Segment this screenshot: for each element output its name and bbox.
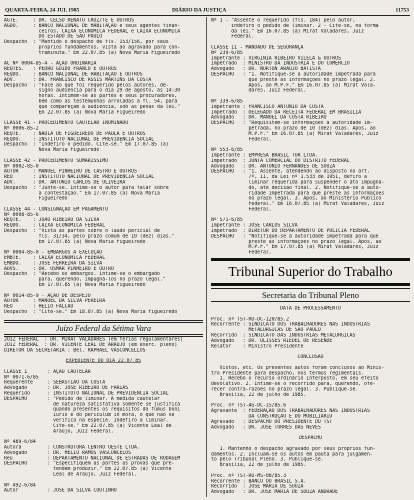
page-number: 11753 <box>395 7 409 13</box>
text-line: AGDO. : BANCO NACIONAL DE HABITAÇÃO e seus agentes finan- <box>4 23 181 29</box>
text-line: DESPACHO : "Pedido de liminar. A medida cautelar <box>4 396 160 402</box>
text-line: Nº 0014-85-9 - AÇÃO DE DESPEJO <box>4 293 91 299</box>
text-line: REQDO. : BANCO NACIONAL DE HABITAÇÃO E OUTROS <box>4 71 143 77</box>
text-line: REQDO. : CAIXA ECONÔMICA FEDERAL <box>4 223 106 229</box>
text-line: Proc. nº TST-RO-DC-120/85.2 <box>211 316 289 322</box>
text-line: recer contra-razões no prazo legal. 3. Publique-se. <box>211 386 359 392</box>
text-line: Araújo, Juiz Federal. <box>4 428 114 434</box>
text-line: Advogado : DR. ANTONIO FERNANDES DE SOUZA <box>211 163 336 169</box>
text-line: 1. Recebo o recurso ordinário interposto, em seu efeito <box>211 376 379 382</box>
text-line: Nova Maria Figueiredo <box>4 147 100 153</box>
text-line: Cite-se." Em 22.07.85 (a) Vicente Leal de <box>4 423 172 429</box>
text-line: DESPACHO : "Requisitem-se informações à autoridade im- <box>211 120 373 126</box>
text-line: Leal de Araújo, Juiz Federal. <box>4 471 137 477</box>
text-line: Impetrado : DIRETOR DO DEPARTAMENTO DE POLÍCIA FEDERAL <box>211 228 370 234</box>
text-line: Nº 339-6/85 <box>211 98 243 104</box>
tribunal-heading: Tribunal Superior do Trabalho <box>211 258 410 286</box>
text-line: Despacho : "Indefiro o pedido. Cite-se." Em 17.07.85 (a) <box>4 142 169 148</box>
text-line: REQTES. : PEDRO GUIDO FRANCO E OUTROS <box>4 66 117 72</box>
text-line: Em 17.07.85 (a) Nova Maria Figueiredo <box>4 282 146 288</box>
text-line: Impetrado : DELEGADO DA RECEITA FEDERAL EM BRASÍLIA <box>211 109 362 115</box>
text-line: Relator : Ministro Presidente <box>211 343 304 349</box>
text-line: a contestação." Em 17.07.85 (a) Nova Maria <box>4 190 160 196</box>
text-line: petrada, no prazo de 10 (dez) dias. Após, ao <box>211 125 376 131</box>
text-line: Proc. nº TST-AG-DC-15/85.6 <box>211 403 287 409</box>
text-line: AUTOR : MANOEL PINHEIRO DE CASTRO E OUTROS <box>4 169 137 175</box>
text-line: quando presentes os requisitos do fumus boni <box>4 407 181 413</box>
text-line: traminuta." Em 22.07.85 (a) Nova Maria Figueiredo <box>4 50 181 56</box>
text-line: REQDO. : INSTITUTO NACIONAL DE PREVIDÊNCIA SOCIAL <box>4 136 155 142</box>
centered-heading: DESPACHO <box>298 435 323 441</box>
text-line: devolutivo. 2. Intime-se o recorrido para, querendo, ofe- <box>211 381 376 387</box>
text-line: DA CONSTRUÇÃO E DO MOBILIÁRIO <box>211 413 333 419</box>
right-column-bottom <box>211 306 410 497</box>
text-line: Recorrido : SINDICATO DAS INDÚSTRIAS METALÚRGICAS <box>211 332 356 338</box>
text-line: Agravante : FEDERAÇÃO DOS TRABALHADORES NAS INDÚSTRIAS <box>211 408 370 414</box>
text-line: para, querendo, impugná-los no prazo legal." <box>4 277 166 283</box>
text-line: que compareçam à audiência, sob as penas da lei." <box>4 104 181 110</box>
text-line: Recorrente : SINDICATO DOS TRABALHADORES NAS INDÚSTRIAS <box>211 322 370 328</box>
text-line: Em 17.07.85 (a) Nova Maria Figueiredo <box>4 239 146 245</box>
text-line: CLASSE 41 - PROCEDIMENTO CAUTELAR INOMINADO <box>4 120 129 126</box>
text-line: Impetrante : VIRGINIA RIBEIRO VILELA & OUTROS <box>211 55 341 61</box>
text-line: que preste as informações no prazo legal. 2. <box>211 77 376 83</box>
text-line: ceiros, CAIXA ECONÔMICA FEDERAL e CAIXA ECONÔMICA <box>4 28 181 34</box>
text-line: da lei." Em 16.07.85 (a) Mirat Valadares, Juiz <box>211 28 365 34</box>
text-line: Advogado : DR. HÉLIO RAMOS VASCONCELOS <box>4 450 132 456</box>
text-line: preste as informações no prazo legal. Após, ao <box>211 239 382 245</box>
text-line: EMBTE. : CAIXA ECONÔMICA FEDERAL <box>4 255 106 261</box>
text-line: Federal. <box>211 34 255 40</box>
text-line: Nº 0002-85-0 <box>4 163 39 169</box>
text-line: Nº 571-6/85 <box>211 217 243 223</box>
text-line: do, até decisão final. 2. Notifique-se a auto- <box>211 185 382 191</box>
text-line: CLASSE 1 : AÇÃO CAUTELAR <box>4 369 91 375</box>
secretaria-heading: Secretaria do Tribunal Pleno <box>211 288 410 302</box>
text-line: Despacho : "Mantido o despacho de fls. 153/156, por seus <box>4 39 169 45</box>
left-column-bottom <box>4 337 203 497</box>
centered-heading: CONCLUSÃO <box>297 354 324 360</box>
text-line: no prazo legal. 3. Após, ao Ministério Público <box>211 196 382 202</box>
text-line: Réu : DEPARTAMENTO NACIONAL DE ESTRADAS DE RODAGEM <box>4 455 181 461</box>
text-line: bem como as testemunhas arroladas à fl. 54, para <box>4 98 178 104</box>
text-line: Impetrante : FRANCISCO ANTONIO DA COSTA <box>211 104 324 110</box>
text-line: Advogado : DR. NORTON ARAÚJO BATISTA <box>211 66 321 72</box>
text-line: Impetrante : EMPRESA BRASIL TUR LTDA. <box>211 152 318 158</box>
text-line: tendem produzir." Em 22.07.85 (a) Vicente <box>4 466 172 472</box>
text-line: DO ESTADO DE SÃO PAULO <box>4 34 103 40</box>
text-line: RÉU : INSTITUTO NACIONAL DE PREVIDÊNCIA SOCIAL <box>4 174 155 180</box>
section-heading-juizo-federal: Juízo Federal da Sétima Vara <box>4 320 203 337</box>
text-line: Autor : JOSÉ DA SILVA COUTINHO <box>4 488 117 494</box>
text-line: Brasília, 22 de julho de 1985. <box>211 392 307 398</box>
right-column-top <box>211 18 410 256</box>
text-line: de natureza satisfativa somente se justifica <box>4 401 181 407</box>
text-line: CLASSE 42 - PROCEDIMENTO SUMARÍSSIMO <box>4 158 108 164</box>
text-line: liminar requerida para suspender o ato impugna- <box>211 179 385 185</box>
text-line: próprios fundamentos, vista ao agravado para con- <box>4 44 181 50</box>
text-line: Brasília, 22 de julho de 1985. <box>211 462 307 468</box>
text-line: Despacho : "Vista às partes sobre o laudo pericial de <box>4 228 160 234</box>
text-line: to pelo Tribunal Pleno. 3. Publique-se. <box>211 457 324 463</box>
text-line: Nº 492-6/84 <box>4 482 36 488</box>
text-line: Advogado : DR. JOSÉ RIBEIRO DE FARIAS <box>4 385 129 391</box>
text-line: Nº 489-6/84 <box>4 439 36 445</box>
text-line: Em 22.07.85 (a) Nova Maria Figueiredo <box>4 109 146 115</box>
text-line: Federal. <box>211 250 272 256</box>
text-line: CLASSE 11 - MANDADO DE SEGURANÇA <box>211 44 304 50</box>
text-line: RÉU : HÉLIO FALCÃO <box>4 304 74 310</box>
text-line: DESPACHO : "Especifiquem as partes as provas que pre- <box>4 461 175 467</box>
text-line: damentos. 2. Incluam-se os autos em pauta para julgamen- <box>211 451 373 457</box>
text-line: 7º, II, da Lei nº 1.533 de 1951, defiro a <box>211 174 367 180</box>
text-line: ridade impetrada para que preste as informações <box>211 190 385 196</box>
text-line: Nº 1 - "Assente o requerido (fls. 184) pelo autor, <box>211 18 356 23</box>
text-line: Advogado : DR. MANOEL DA COSTA RIBEIRO <box>211 115 327 121</box>
text-line: Advogado : DR. JOSÉ MARIA DE SOUZA ANDRADE <box>211 489 339 495</box>
centered-heading: DATA DE PROCESSAMENTO <box>280 306 341 311</box>
text-line: AGTE. : DR. CELSO RENATO CRUZ/TÉ E OUTROS <box>4 18 134 23</box>
text-line: Despacho : "Recebo os embargos. Intime-se o embargado <box>4 271 160 277</box>
text-line: Nº 239-6/85 <box>211 50 243 56</box>
text-line: M.P.F." Em 17.07.85 (a) Mirat Valadares, Juiz <box>211 244 379 250</box>
text-line: Recorrido : JOSÉ MARIA DE SOUZA <box>211 484 304 490</box>
text-line: CLASSE 44 - CONSIGNAÇÃO EM PAGAMENTO <box>4 206 108 212</box>
text-line: DIRETOR DA SECRETARIA : Bel. RAPHAEL VASCONCELLOS <box>4 347 146 353</box>
text-line: REQTE. : NÁDIA DE FIGUEIREDO DE PAULA E OUTROS <box>4 131 146 137</box>
text-line: Advogado : DR. ULISSES RIEDEL DE RESENDE <box>211 338 333 344</box>
text-line: JUIZ FEDERAL : DR. VICENTE LEAL DE ARAÚJO (em exerc. pleno) <box>4 342 178 348</box>
text-line: 1. Mantenho o despacho agravado por seus próprios fun- <box>211 446 376 452</box>
text-line: Recorrente : BANCO DO BRASIL S.A. <box>211 478 307 484</box>
text-line: AC Nº 0004-85-4 - AÇÃO ORDINÁRIA <box>4 61 97 67</box>
text-line: ADV. : DR. FRANCISCO DE ASSIS MARTINS DA COSTA <box>4 77 152 83</box>
text-line: Nº 0008-85-6 <box>4 212 39 218</box>
header-rule <box>4 15 410 16</box>
left-column-top <box>4 18 203 318</box>
text-line: iuris e do periculum in mora, o que não se <box>4 412 175 418</box>
text-line: Nº 553-6/85 <box>211 147 243 153</box>
centered-heading: EXPEDIENTE DO DIA 22.07.85 <box>65 358 142 364</box>
text-line: verifica na espécie. Indefiro a liminar. <box>4 417 169 423</box>
text-line: ADVS. : DR. OSMAR PINHEIRO E OUTRO <box>4 266 114 272</box>
text-line: tro Presidente para despacho, nos termos regimentais. <box>211 370 365 376</box>
text-line: DESPACHO : "Notifique-se a autoridade impetrada para que <box>211 233 379 239</box>
header-date: QUARTA-FEIRA, 24 JUL 1985 <box>5 7 80 13</box>
text-line: Nº 0004-85-0 - EMBARGOS À EXECUÇÃO <box>4 250 103 256</box>
text-line: Requerido : INSTITUTO NACIONAL DE PREVIDÊNCIA SOCIAL <box>4 390 169 396</box>
text-line: Nº 0006-85-2 <box>4 125 39 131</box>
text-line: REQTE. : JOÃO RIBEIRO DA SILVA <box>4 217 100 223</box>
text-line: Despacho : "Junte-se. Intime-se o autor para falar sobre <box>4 185 169 191</box>
text-line: METALÚRGICAS DE SÃO PAULO <box>211 327 321 333</box>
text-line: EMBDO. : JOSÉ FERREIRA DA SILVA <box>4 260 103 266</box>
text-line: AUTOR : MANOEL DA SILVA PEREIRA <box>4 298 106 304</box>
column-divider <box>206 17 207 497</box>
text-line: Federal." Em 16.07.85 (a) Mirat Valadares, Juiz <box>211 201 385 207</box>
text-line: Figueiredo <box>4 196 68 202</box>
text-line: ADV. : DR. ANTONIO CARLOS DE OLIVEIRA <box>4 179 126 185</box>
text-line: Proc. nº TST-RO-MS-08/85.3 <box>211 473 287 479</box>
text-line: Despacho : "Cite-se." Em 18.07.85 (a) Nova Maria Figueiredo <box>4 309 178 315</box>
page-header <box>4 6 410 14</box>
text-line: DESPACHO : "1. Assente, atendendo ao disposto no art. <box>211 169 370 175</box>
text-line: Advogado : DR. JOSÉ TÔRRES DAS NEVES <box>211 424 321 430</box>
text-line: JUIZ FEDERAL : DR. MIRAT VALADARES (em férias regulamentares) <box>4 337 184 342</box>
text-line: Após, ao M.P.F." Em 16.07.85 (a) Mirat Vala- <box>211 82 376 88</box>
text-line: dares, Juiz Federal. <box>211 88 307 94</box>
text-line: Requerente : SEBASTIÃO DA COSTA <box>4 380 106 386</box>
text-line: Federal. <box>211 206 272 212</box>
text-line: indefiro o pedido de liminar. 2 - Cite-se, na forma <box>211 23 379 29</box>
text-line: Vistos, etc. Os presentes autos foram conclusos ao Minis- <box>211 365 385 371</box>
text-line: Impetrante : JOSÉ CARLOS SILVA <box>211 223 298 229</box>
text-line: horas. Intimem-se as partes e seus procuradores, <box>4 93 178 99</box>
text-line: Agravado : DESPACHO DO PRESIDENTE DO TST <box>211 419 333 425</box>
text-line: signo audiência para o dia 29 de agosto, às 14:30 <box>4 88 181 94</box>
text-line: Autora : CONSTRUTORA CENTRO OESTE LTDA. <box>4 444 140 450</box>
header-title: DIÁRIO DA JUSTIÇA <box>172 7 227 13</box>
text-line: Impetrado : JUNTA COMERCIAL DO DISTRITO FEDERAL <box>211 158 350 164</box>
text-line: Despacho : "Face ao que foi requerido pelos autores, de- <box>4 82 169 88</box>
text-line: Federal. <box>211 136 272 142</box>
text-line: Nº 0071-6/85 <box>4 374 39 380</box>
text-line: fls. 31/34, pelo prazo comum de 10 (dez) dias." <box>4 233 175 239</box>
text-line: Impetrado : MINISTRO DA INDÚSTRIA E DO COMÉRCIO <box>211 61 350 67</box>
text-line: DESPACHO : "1. Notifique-se a autoridade impetrada para <box>211 71 376 77</box>
text-line: M.P.F." Em 16.07.85 (a) Mirat Valadares, Juiz <box>211 131 379 137</box>
